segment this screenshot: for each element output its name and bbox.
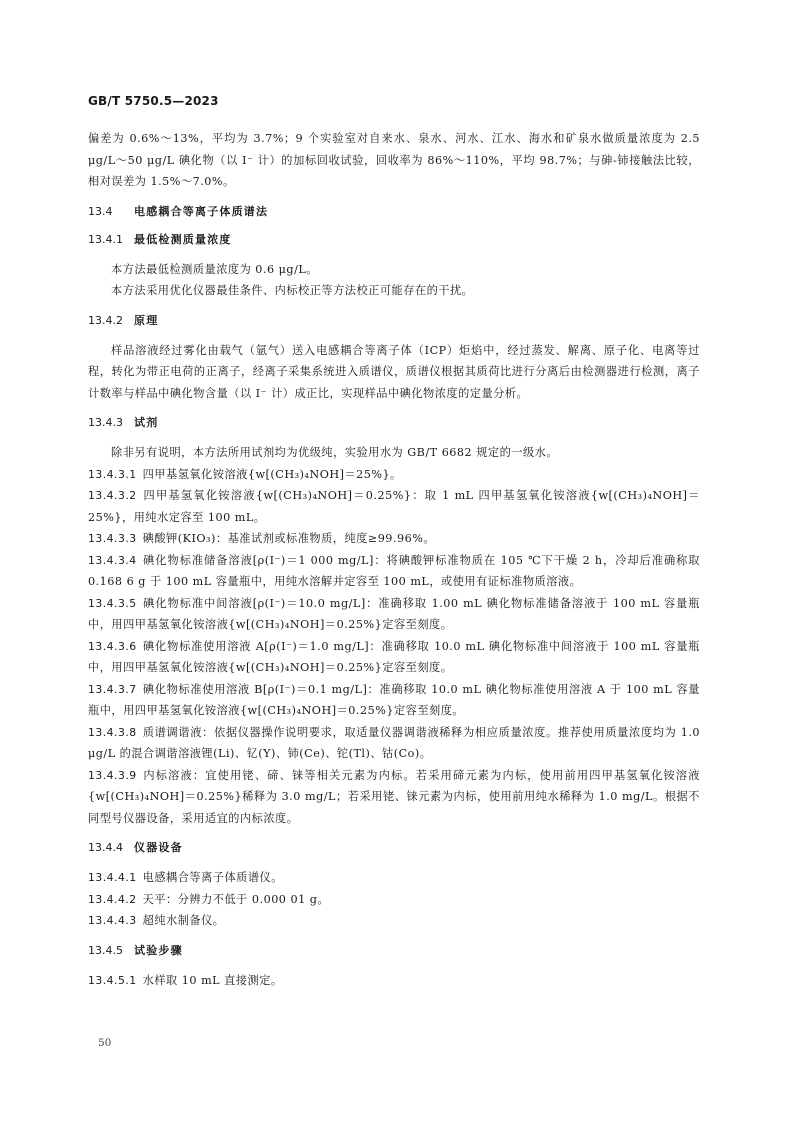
section-number: 13.4.1 [88,232,123,246]
item-number: 13.4.3.2 [88,489,137,502]
item-number: 13.4.4.1 [88,871,137,884]
item-text: 天平：分辨力不低于 0.000 01 g。 [142,892,330,906]
document-body [88,128,700,991]
list-item [88,464,700,486]
list-item [88,593,700,636]
list-item [88,722,700,765]
section-title: 最低检测质量浓度 [134,232,232,246]
item-number: 13.4.3.5 [88,596,137,610]
section-title: 试验步骤 [134,943,183,957]
section-number: 13.4.3 [88,416,123,429]
list-item [88,970,700,992]
page-number: 50 [98,1037,112,1049]
item-number: 13.4.3.4 [88,553,137,567]
item-number: 13.4.4.2 [88,892,137,906]
list-item [88,528,700,550]
item-text: 碘化物标准使用溶液 B[ρ(I⁻)＝0.1 mg/L]：准确移取 10.0 mL 碘化物标准使用溶液 A 于 100 mL 容量瓶中，用四甲基氢氧化铵溶液{w[(CH₃)₄NOH]＝0.25%}定容至刻度。 [88,682,700,717]
item-text: 碘化物标准使用溶液 A[ρ(I⁻)＝1.0 mg/L]：准确移取 10.0 mL 碘化物标准中间溶液于 100 mL 容量瓶中，用四甲基氢氧化铵溶液{w[(CH₃)₄NOH]＝0.25%}定容至刻度。 [88,639,700,674]
item-text: 超纯水制备仪。 [142,914,225,927]
section-13-4-2-heading [88,312,700,330]
item-number: 13.4.5.1 [88,973,137,987]
list-item [88,867,700,889]
item-text: 碘酸钾(KIO₃)：基准试剂或标准物质，纯度≥99.96%。 [142,532,436,545]
section-title: 试剂 [134,416,159,429]
list-item [88,889,700,911]
item-number: 13.4.3.3 [88,532,137,545]
section-13-4-4-heading [88,839,700,857]
item-text: 内标溶液：宜使用铑、碲、铼等相关元素为内标。若采用碲元素为内标，使用前用四甲基氢氧化铵溶液{w[(CH₃)₄NOH]＝0.25%}稀释为 3.0 mg/L；若采用铑、铼元素为内标，使用前用纯水稀释为 1.0 mg/L。根据不同型号仪器设备，采用适宜的内标浓度。 [88,768,700,825]
standard-header: GB/T 5750.5—2023 [88,94,219,108]
intro-paragraph: 偏差为 0.6%～13%，平均为 3.7%；9 个实验室对自来水、泉水、河水、江水、海水和矿泉水做质量浓度为 2.5 μg/L～50 μg/L 碘化物（以 I⁻ 计）的加标回收试验，回收率为 86%～110%，平均 98.7%；与砷-铈接触法比较，相对误差为 1.5%～7.0%。 [88,132,700,188]
section-number: 13.4 [88,204,113,218]
section-13-4-5-heading [88,942,700,960]
paragraph: 本方法采用优化仪器最佳条件、内标校正等方法校正可能存在的干扰。 [111,284,474,297]
item-text: 水样取 10 mL 直接测定。 [142,973,283,987]
list-item [88,485,700,528]
item-text: 四甲基氢氧化铵溶液{w[(CH₃)₄NOH]＝0.25%}：取 1 mL 四甲基氢氧化铵溶液{w[(CH₃)₄NOH]＝25%}，用纯水定容至 100 mL。 [88,489,700,524]
item-number: 13.4.3.7 [88,682,137,696]
section-number: 13.4.4 [88,841,123,854]
section-title: 电感耦合等离子体质谱法 [134,204,269,218]
list-item [88,679,700,722]
list-item [88,550,700,593]
paragraph: 本方法最低检测质量浓度为 0.6 μg/L。 [111,262,318,276]
section-title: 原理 [134,313,159,327]
item-text: 电感耦合等离子体质谱仪。 [142,871,283,884]
item-number: 13.4.3.8 [88,725,137,739]
section-13-4-heading [88,203,700,221]
reagent-intro: 除非另有说明，本方法所用试剂均为优级纯，实验用水为 GB/T 6682 规定的一级水。 [111,446,559,459]
item-number: 13.4.4.3 [88,914,137,927]
item-text: 碘化物标准中间溶液[ρ(I⁻)＝10.0 mg/L]：准确移取 1.00 mL 碘化物标准储备溶液于 100 mL 容量瓶中，用四甲基氢氧化铵溶液{w[(CH₃)₄NOH]＝0.25%}定容至刻度。 [88,596,700,631]
item-text: 碘化物标准储备溶液[ρ(I⁻)＝1 000 mg/L]：将碘酸钾标准物质在 105 ℃下干燥 2 h，冷却后准确称取 0.168 6 g 于 100 mL 容量瓶中，用纯水溶解并定容至 100 mL，或使用有证标准物质溶液。 [88,553,700,588]
item-text: 质谱调谐液：依据仪器操作说明要求，取适量仪器调谐液稀释为相应质量浓度。推荐使用质量浓度均为 1.0 μg/L 的混合调谐溶液锂(Li)、钇(Y)、铈(Ce)、铊(Tl)、钴(Co)。 [88,725,700,760]
list-item [88,765,700,830]
section-number: 13.4.2 [88,313,123,327]
item-number: 13.4.3.9 [88,768,137,782]
list-item [88,910,700,932]
item-number: 13.4.3.6 [88,639,137,653]
principle-paragraph: 样品溶液经过雾化由载气（氩气）送入电感耦合等离子体（ICP）炬焰中，经过蒸发、解离、原子化、电离等过程，转化为带正电荷的正离子，经离子采集系统进入质谱仪，质谱仪根据其质荷比进行分离后由检测器进行检测，离子计数率与样品中碘化物含量（以 I⁻ 计）成正比，实现样品中碘化物浓度的定量分析。 [88,343,700,400]
item-number: 13.4.3.1 [88,467,137,481]
list-item [88,636,700,679]
section-number: 13.4.5 [88,943,123,957]
section-title: 仪器设备 [134,841,183,854]
section-13-4-3-heading [88,414,700,432]
item-text: 四甲基氢氧化铵溶液{w[(CH₃)₄NOH]＝25%}。 [142,467,402,481]
section-13-4-1-heading [88,231,700,249]
